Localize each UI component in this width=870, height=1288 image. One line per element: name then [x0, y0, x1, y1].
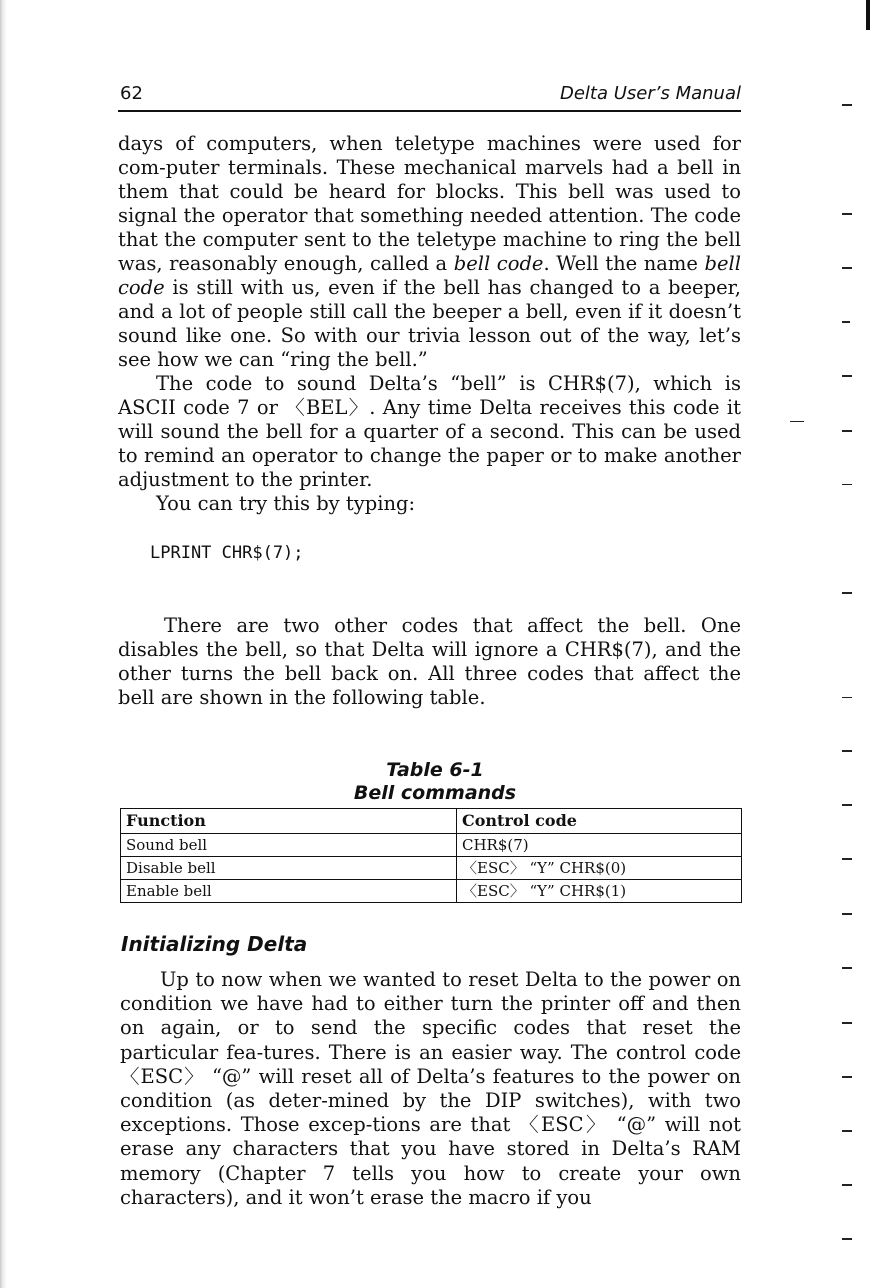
scan-left-edge [0, 0, 7, 1288]
paragraph-try-typing: You can try this by typing: [156, 492, 416, 515]
paragraph-initializing: Up to now when we wanted to reset Delta to the power on condition we have had to either turn the printer off and then on again, or to send the specific codes that reset the particular fea-tures. There is an easier way. The control code 〈ESC〉 “@” will reset all of Delta’s features to the power on condition (as deter-mined by the DIP switches), with two exceptions. Those excep-tions are that 〈ESC〉 “@” will not erase any characters that you have stored in Delta’s RAM memory (Chapter 7 tells you how to create your own characters), and it won’t erase the macro if you [120, 968, 741, 1209]
paragraph-other-codes: There are two other codes that affect the bell. One disables the bell, so that Delta will ignore a CHR$(7), and the other turns the bell back on. All three codes that affect the bell are shown in the following table. [118, 614, 741, 709]
section-heading: Initializing Delta [121, 932, 308, 956]
table-header-row [121, 809, 742, 834]
code-example: LPRINT CHR$(7); [150, 543, 304, 563]
table-caption-title: Bell commands [353, 782, 517, 804]
cell-function: Sound bell [121, 834, 457, 857]
term-bell-code-2: bell code [118, 252, 741, 299]
table-row [121, 880, 742, 903]
cell-function: Enable bell [121, 880, 457, 903]
scan-right-edge-mark [866, 0, 870, 30]
cell-control-code: 〈ESC〉 “Y” CHR$(0) [457, 857, 742, 880]
header-function: Function [121, 809, 457, 834]
page-header [120, 83, 741, 107]
table-caption-number: Table 6-1 [386, 759, 484, 781]
header-rule [118, 110, 741, 112]
cell-control-code: CHR$(7) [457, 834, 742, 857]
bell-commands-table [120, 808, 742, 903]
running-title: Delta User’s Manual [559, 83, 741, 104]
body-text [118, 132, 741, 516]
cell-function: Disable bell [121, 857, 457, 880]
table-row [121, 834, 742, 857]
term-bell-code: bell code [453, 252, 544, 275]
header-control-code: Control code [457, 809, 742, 834]
cell-control-code: 〈ESC〉 “Y” CHR$(1) [457, 880, 742, 903]
paragraph-bell-history: days of computers, when teletype machines were used for com-puter terminals. These mechanical marvels had a bell in them that could be heard for blocks. This bell was used to signal the operator that something needed attention. The code that the computer sent to the teletype machine to ring the bell was, reasonably enough, called a bell code. Well the name bell code is still with us, even if the bell has changed to a beeper, and a lot of people still call the beeper a bell, even if it doesn’t sound like one. So with our trivia lesson out of the way, let’s see how we can “ring the bell.” [118, 132, 741, 371]
paragraph-bell-code: The code to sound Delta’s “bell” is CHR$(7), which is ASCII code 7 or 〈BEL〉. Any time Delta receives this code it will sound the bell for a quarter of a second. This can be used to remind an operator to change the paper or to make another adjustment to the printer. [118, 372, 741, 491]
table-row [121, 857, 742, 880]
page-number: 62 [120, 83, 143, 104]
